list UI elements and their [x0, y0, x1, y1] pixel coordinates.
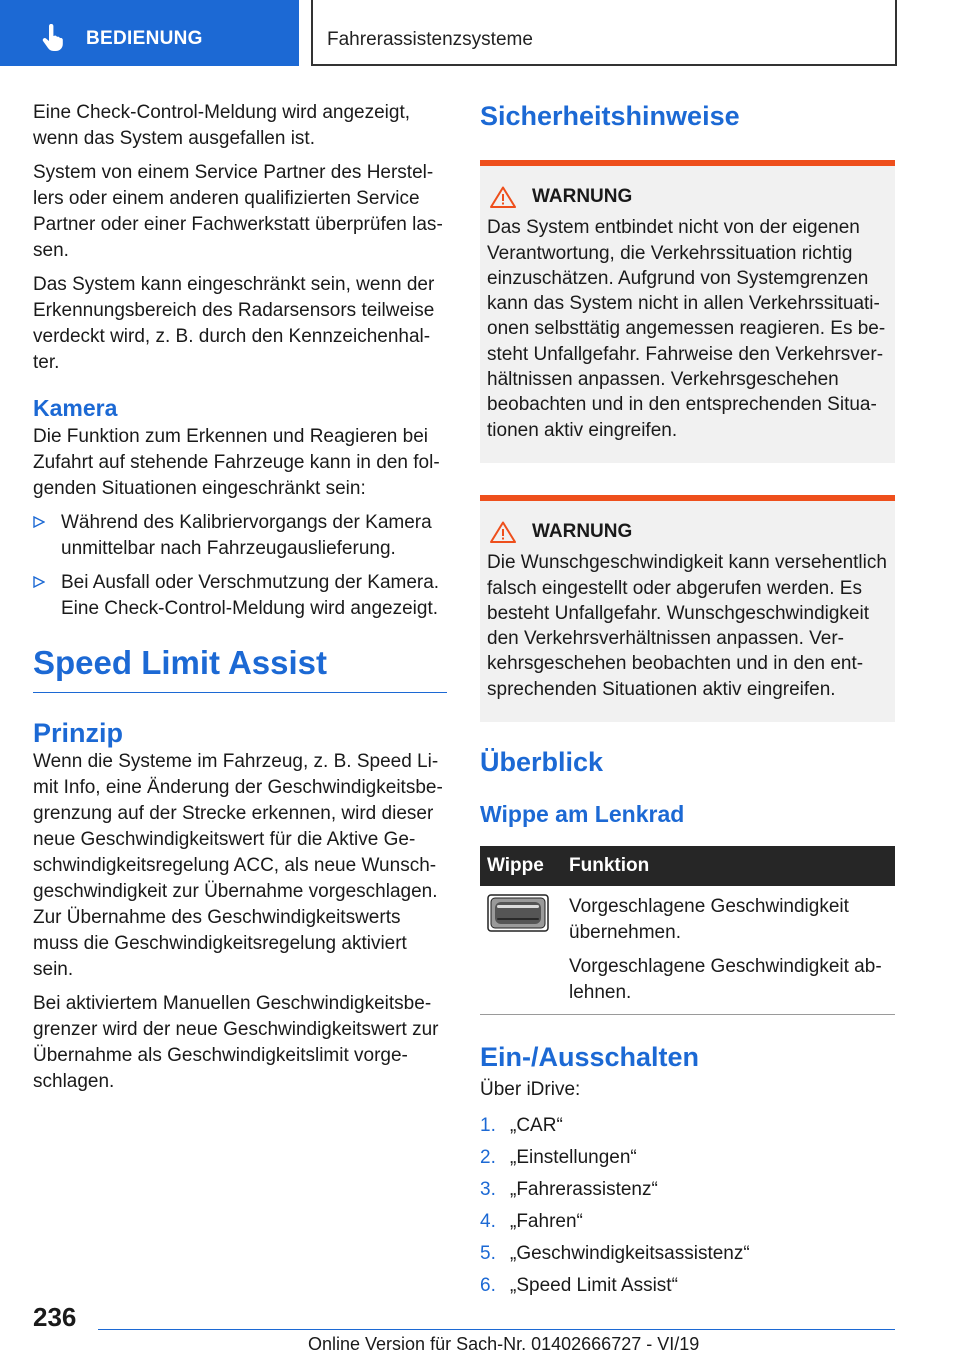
warning-box [480, 495, 895, 722]
list-item [33, 510, 447, 562]
step-text: „Fahren“ [510, 1211, 583, 1233]
kamera-heading: Kamera [33, 395, 118, 421]
paragraph: Wenn die Systeme im Fahrzeug, z. B. Speed Limit Info, eine Änderung der Geschwindigkeitsbegrenzung auf der Strecke erkennen, wird dieser neue Geschwindigkeitswert für die Aktive Geschwindigkeitsregelung ACC, als neue Wunschgeschwindigkeit zur Übernahme vorgeschlagen. Zur Übernahme des Geschwindigkeitswerts muss die Geschwindigkeitsregelung aktiviert sein. [33, 751, 443, 980]
chapter-heading: Speed Limit Assist [33, 644, 328, 681]
list-item [33, 570, 447, 622]
step-number: 6. [480, 1275, 496, 1297]
bullet-triangle-icon [33, 516, 45, 528]
list-item [480, 1209, 895, 1235]
list-item-text: Während des Kalibriervorgangs der Kamera unmittelbar nach Fahrzeugauslieferung. [61, 512, 432, 559]
warning-text: Das System entbindet nicht von der eigenen Verantwortung, die Verkehrssituation richtig einzuschätzen. Aufgrund von Systemgrenzen kann das System nicht in allen Verkehrssituationen selbsttätig angemessen reagieren. Es besteht Unfallgefahr. Fahrweise den Verkehrsverhältnissen anpassen. Verkehrsgeschehen beobachten und in den entsprechenden Situationen aktiv eingreifen. [487, 217, 886, 441]
warning-triangle-icon [490, 521, 516, 543]
footer-divider [98, 1329, 895, 1330]
warning-title [487, 519, 887, 544]
list-item [480, 1273, 895, 1299]
step-text: „Einstellungen“ [510, 1147, 637, 1169]
step-text: „Fahrerassistenz“ [510, 1179, 658, 1201]
rocker-table [480, 846, 895, 1015]
speed-limit-assist-title [33, 644, 447, 693]
warning-title [487, 184, 887, 209]
step-text: „Speed Limit Assist“ [510, 1275, 678, 1297]
list-item [480, 1177, 895, 1203]
function-text: Vorgeschlagene Geschwindigkeit ablehnen. [569, 956, 882, 1004]
table-row [480, 886, 895, 1015]
left-column [33, 100, 447, 1103]
rocker-cell [480, 886, 562, 1015]
warning-title-text: WARNUNG [532, 520, 633, 542]
list-item [480, 1145, 895, 1171]
right-column [480, 100, 895, 1305]
table-header-row [480, 846, 895, 886]
paragraph: Eine Check-Control-Meldung wird angezeigt, wenn das System ausgefallen ist. [33, 102, 411, 149]
paragraph: Das System kann eingeschränkt sein, wenn der Erkennungsbereich des Radarsensors teilweise verdeckt wird, z. B. durch den Kennzeichenhalter. [33, 274, 435, 373]
paragraph: System von einem Service Partner des Herstellers oder einem anderen qualifizierten Service Partner oder einer Fachwerkstatt überprüfen lassen. [33, 162, 443, 261]
steering-rocker-icon [487, 894, 549, 932]
page-header [0, 0, 960, 66]
warning-title-text: WARNUNG [532, 186, 633, 207]
safety-heading: Sicherheitshinweise [480, 101, 740, 131]
list-item-text: Bei Ausfall oder Verschmutzung der Kamera. Eine Check-Control-Meldung wird angezeigt. [61, 572, 440, 619]
warning-box [480, 160, 895, 463]
kamera-intro: Die Funktion zum Erkennen und Reagieren bei Zufahrt auf stehende Fahrzeuge kann in den folgenden Situationen eingeschränkt sein: [33, 426, 440, 499]
list-item [480, 1241, 895, 1267]
section-label: BEDIENUNG [86, 28, 203, 49]
step-number: 4. [480, 1211, 496, 1233]
hand-pointer-icon [40, 24, 66, 52]
list-item [480, 1113, 895, 1139]
step-text: „Geschwindigkeitsassistenz“ [510, 1243, 750, 1265]
step-number: 1. [480, 1115, 496, 1137]
function-text: Vorgeschlagene Geschwindigkeit übernehmen. [569, 896, 849, 944]
step-number: 3. [480, 1179, 496, 1201]
onoff-intro: Über iDrive: [480, 1079, 581, 1101]
page-number: 236 [33, 1302, 77, 1332]
chapter-label: Fahrerassistenzsysteme [327, 29, 533, 50]
step-number: 2. [480, 1147, 496, 1169]
kamera-list [33, 510, 447, 622]
steps-list [480, 1113, 895, 1299]
wippe-heading: Wippe am Lenkrad [480, 801, 685, 828]
column-header-funktion: Funktion [562, 846, 895, 886]
bullet-triangle-icon [33, 576, 45, 588]
chapter-tab [311, 0, 897, 66]
paragraph: Bei aktiviertem Manuellen Geschwindigkeitsbegrenzer wird der neue Geschwindigkeitswert zur Übernahme als Geschwindigkeitslimit vorgeschlagen. [33, 993, 439, 1092]
onoff-heading: Ein-/Ausschalten [480, 1042, 700, 1073]
column-header-wippe: Wippe [480, 846, 562, 886]
warning-text: Die Wunschgeschwindigkeit kann versehentlich falsch eingestellt oder abgerufen werden. Es besteht Unfallgefahr. Wunschgeschwindigkeit den Verkehrsverhältnissen anpassen. Verkehrsgeschehen beobachten und in den entsprechenden Situationen aktiv eingreifen. [487, 552, 887, 700]
overview-heading: Überblick [480, 747, 604, 778]
warning-triangle-icon [490, 186, 516, 208]
footer-version-text: Online Version für Sach-Nr. 01402666727 - VI/19 [308, 1334, 700, 1354]
prinzip-heading: Prinzip [33, 718, 124, 748]
step-text: „CAR“ [510, 1115, 563, 1137]
step-number: 5. [480, 1243, 496, 1265]
section-tab [0, 0, 299, 66]
function-cell [562, 886, 895, 1015]
